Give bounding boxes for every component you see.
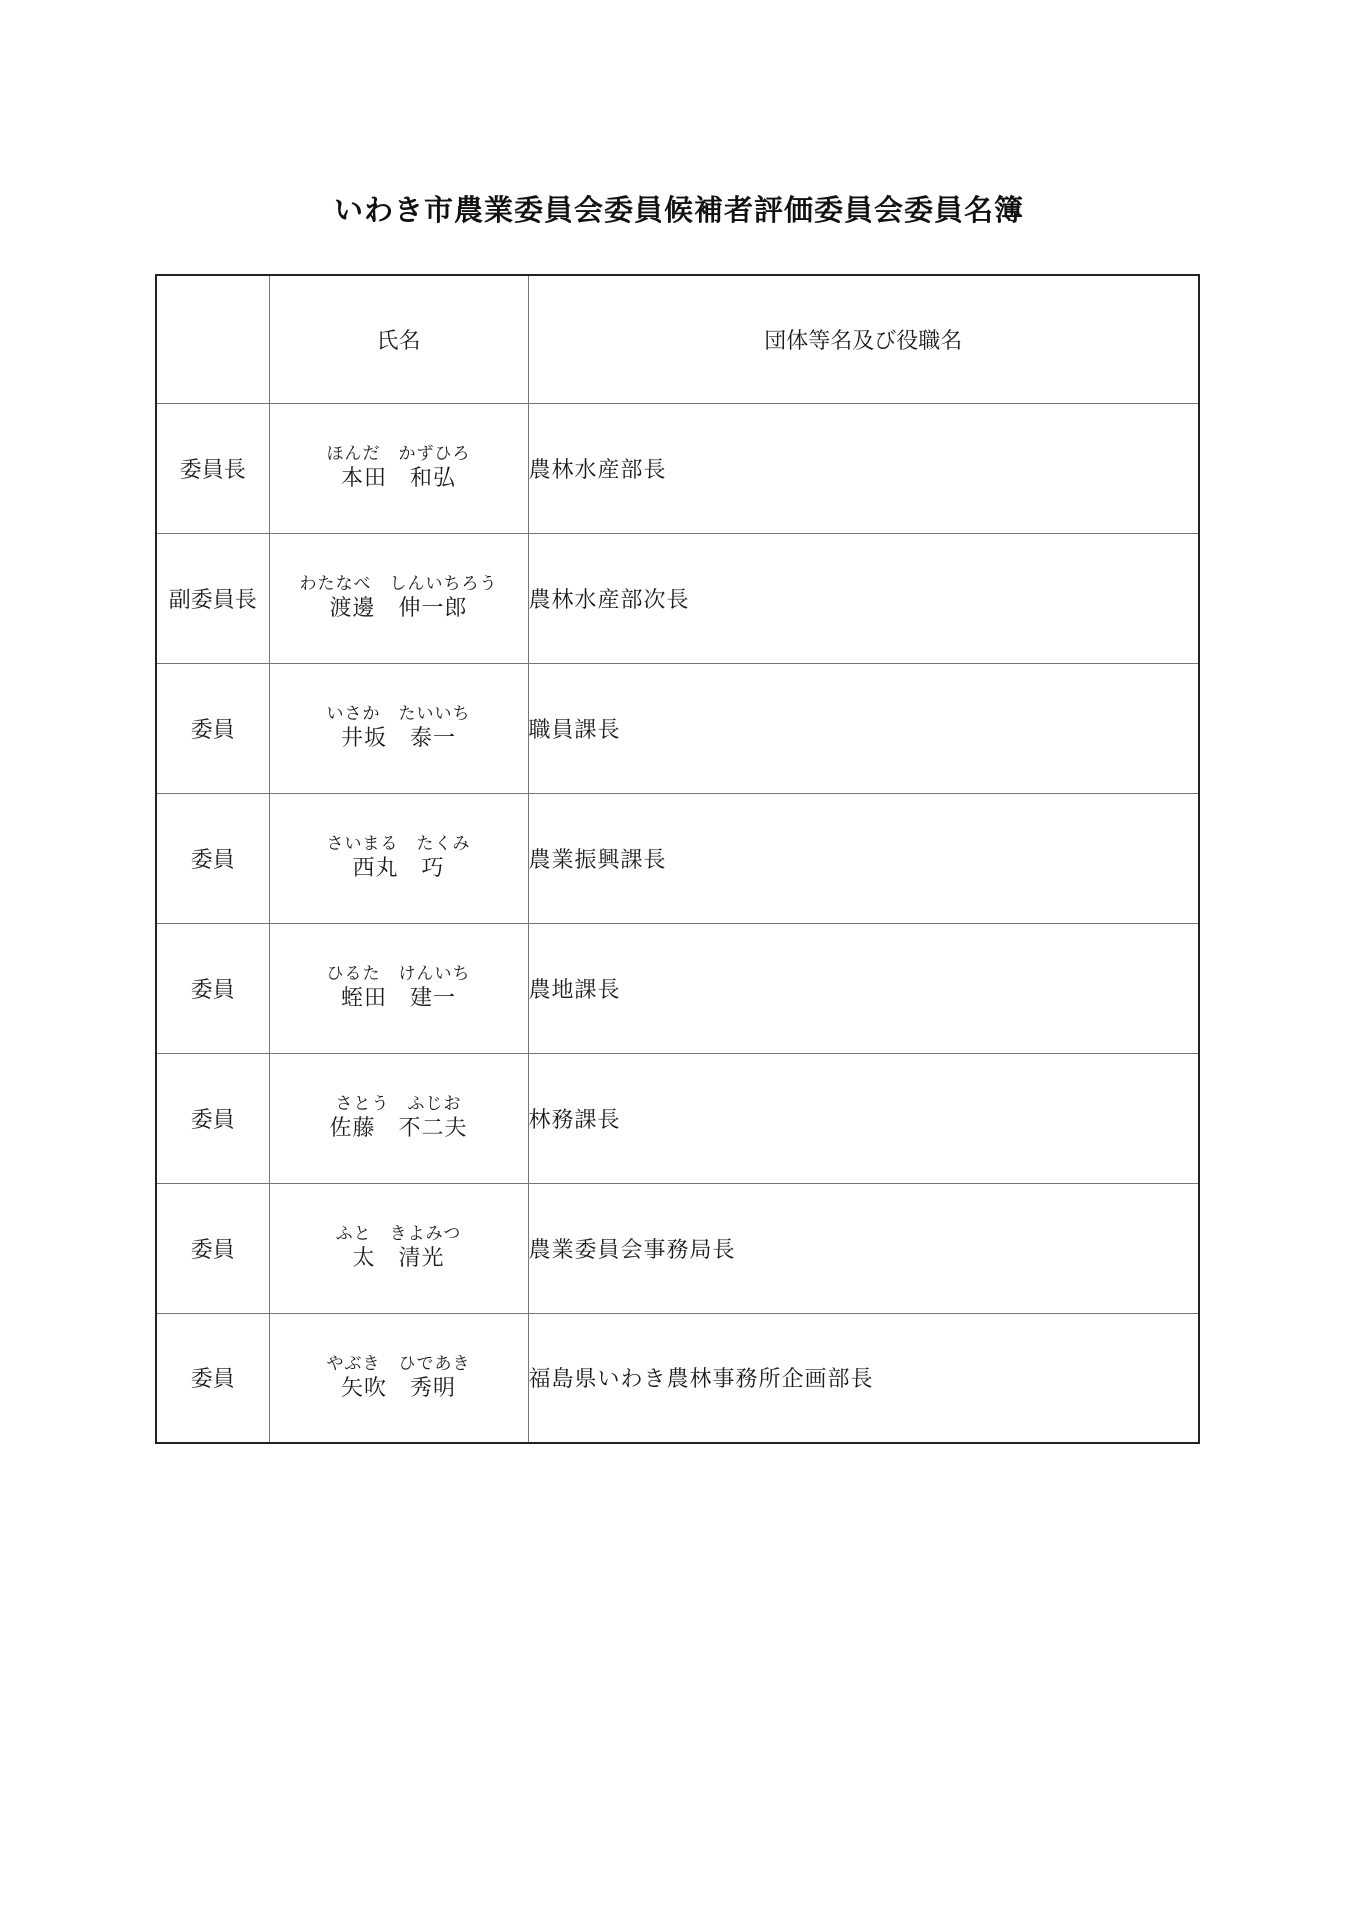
table-row — [156, 403, 1199, 533]
table-row — [156, 1313, 1199, 1443]
table-row — [156, 793, 1199, 923]
member-name: 蛭田 建一 — [340, 986, 456, 1011]
member-name: 太 清光 — [352, 1246, 445, 1271]
name-cell — [269, 663, 528, 793]
organization-cell: 職員課長 — [528, 663, 1199, 793]
name-reading: さいまる たくみ — [326, 834, 471, 854]
member-name: 渡邊 伸一郎 — [329, 596, 468, 621]
organization-cell: 農業委員会事務局長 — [528, 1183, 1199, 1313]
name-reading: ふと きよみつ — [335, 1224, 462, 1244]
table-row — [156, 663, 1199, 793]
member-name: 西丸 巧 — [352, 856, 445, 881]
table-row — [156, 1053, 1199, 1183]
organization-cell: 福島県いわき農林事務所企画部長 — [528, 1313, 1199, 1443]
member-name: 佐藤 不二夫 — [329, 1116, 468, 1141]
role-cell: 委員 — [156, 1053, 269, 1183]
name-cell — [269, 923, 528, 1053]
page-title: いわき市農業委員会委員候補者評価委員会委員名簿 — [333, 193, 1024, 227]
name-reading: わたなべ しんいちろう — [299, 574, 498, 594]
member-name: 本田 和弘 — [340, 466, 456, 491]
name-cell — [269, 1053, 528, 1183]
name-reading: さとう ふじお — [335, 1094, 462, 1114]
role-cell: 委員 — [156, 1183, 269, 1313]
member-roster-table — [155, 274, 1200, 1444]
organization-cell: 農林水産部次長 — [528, 533, 1199, 663]
role-cell: 委員 — [156, 923, 269, 1053]
organization-cell: 農業振興課長 — [528, 793, 1199, 923]
name-cell — [269, 533, 528, 663]
table-header-row — [156, 275, 1199, 403]
header-role — [156, 275, 269, 403]
name-cell — [269, 793, 528, 923]
name-cell — [269, 403, 528, 533]
name-reading: ひるた けんいち — [326, 964, 471, 984]
member-name: 井坂 泰一 — [340, 726, 456, 751]
organization-cell: 農地課長 — [528, 923, 1199, 1053]
role-cell: 委員長 — [156, 403, 269, 533]
role-cell: 委員 — [156, 663, 269, 793]
table-row — [156, 1183, 1199, 1313]
role-cell: 委員 — [156, 1313, 269, 1443]
name-reading: ほんだ かずひろ — [326, 444, 471, 464]
header-organization: 団体等名及び役職名 — [528, 275, 1199, 403]
organization-cell: 林務課長 — [528, 1053, 1199, 1183]
name-reading: やぶき ひであき — [326, 1353, 471, 1374]
member-name: 矢吹 秀明 — [340, 1375, 456, 1401]
name-reading: いさか たいいち — [326, 704, 471, 724]
table-row — [156, 533, 1199, 663]
table-row — [156, 923, 1199, 1053]
name-cell — [269, 1313, 528, 1443]
role-cell: 委員 — [156, 793, 269, 923]
header-name: 氏名 — [269, 275, 528, 403]
organization-cell: 農林水産部長 — [528, 403, 1199, 533]
role-cell: 副委員長 — [156, 533, 269, 663]
name-cell — [269, 1183, 528, 1313]
